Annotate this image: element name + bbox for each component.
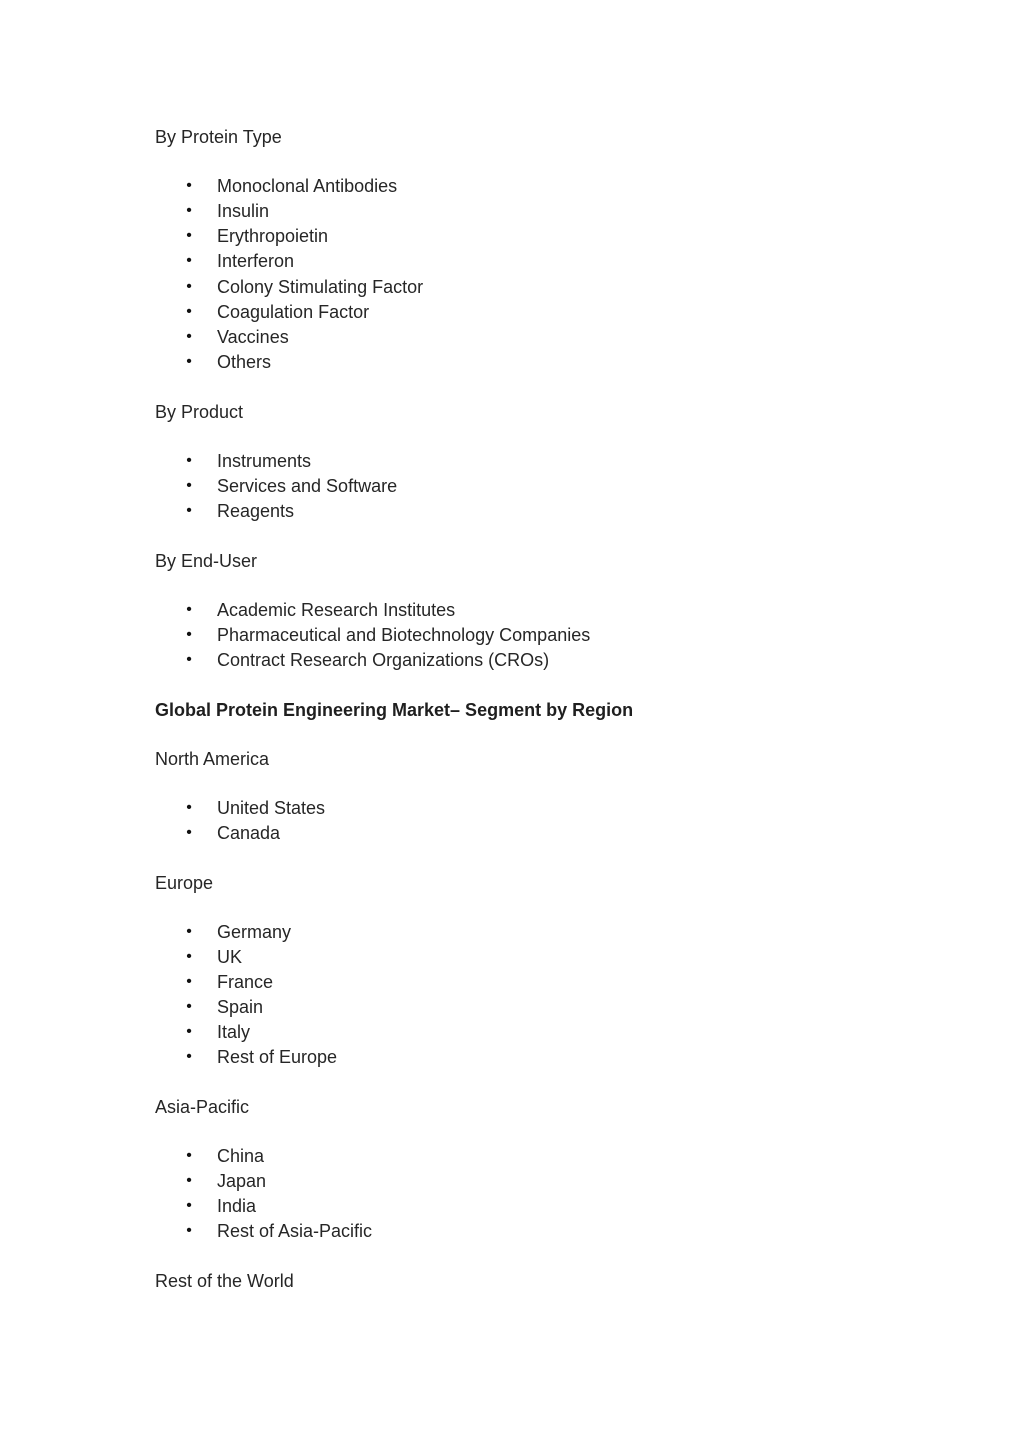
list-item-label: Erythropoietin [217, 226, 329, 246]
list-item-label: UK [217, 947, 243, 967]
bullet-icon: • [186, 502, 192, 519]
list-item-label: Coagulation Factor [217, 302, 370, 322]
bullet-icon: • [186, 252, 192, 269]
list-item-label: France [217, 972, 274, 992]
list-item-label: Spain [217, 997, 264, 1017]
section-heading-end-user: By End-User [155, 551, 258, 571]
bullet-icon: • [186, 303, 192, 320]
list-item-label: Contract Research Organizations (CROs) [217, 650, 550, 670]
bullet-icon: • [186, 923, 192, 940]
list-item-label: Italy [217, 1022, 251, 1042]
region-heading-north-america: North America [155, 749, 270, 769]
region-heading-asia-pacific: Asia-Pacific [155, 1097, 250, 1117]
list-item-label: Reagents [217, 501, 295, 521]
region-heading-europe: Europe [155, 873, 214, 893]
bullet-icon: • [186, 227, 192, 244]
bullet-icon: • [186, 353, 192, 370]
list-item-label: Rest of Europe [217, 1047, 338, 1067]
region-section-title: Global Protein Engineering Market– Segment by Region [155, 700, 634, 720]
list-item-label: Japan [217, 1171, 267, 1191]
bullet-icon: • [186, 651, 192, 668]
bullet-icon: • [186, 973, 192, 990]
bullet-icon: • [186, 477, 192, 494]
bullet-icon: • [186, 1222, 192, 1239]
bullet-icon: • [186, 177, 192, 194]
bullet-icon: • [186, 626, 192, 643]
bullet-icon: • [186, 824, 192, 841]
list-item-label: Canada [217, 823, 281, 843]
bullet-icon: • [186, 1048, 192, 1065]
list-item-label: Pharmaceutical and Biotechnology Companies [217, 625, 591, 645]
bullet-icon: • [186, 202, 192, 219]
list-item-label: Monoclonal Antibodies [217, 176, 398, 196]
list-item-label: Colony Stimulating Factor [217, 277, 424, 297]
bullet-icon: • [186, 1023, 192, 1040]
bullet-icon: • [186, 948, 192, 965]
bullet-icon: • [186, 328, 192, 345]
bullet-icon: • [186, 1147, 192, 1164]
section-heading-protein-type: By Protein Type [155, 127, 282, 147]
list-item-label: Rest of Asia-Pacific [217, 1221, 373, 1241]
bullet-icon: • [186, 799, 192, 816]
bullet-icon: • [186, 1172, 192, 1189]
bullet-icon: • [186, 278, 192, 295]
list-item-label: Vaccines [217, 327, 289, 347]
list-item-label: Others [217, 352, 272, 372]
list-item-label: Germany [217, 922, 292, 942]
list-item-label: China [217, 1146, 265, 1166]
bullet-icon: • [186, 998, 192, 1015]
list-item-label: Academic Research Institutes [217, 600, 456, 620]
bullet-icon: • [186, 601, 192, 618]
bullet-icon: • [186, 452, 192, 469]
list-item-label: Insulin [217, 201, 270, 221]
list-item-label: Instruments [217, 451, 312, 471]
bullet-icon: • [186, 1197, 192, 1214]
list-item-label: United States [217, 798, 326, 818]
list-item-label: Interferon [217, 251, 295, 271]
list-item-label: Services and Software [217, 476, 398, 496]
list-item-label: India [217, 1196, 257, 1216]
region-heading-rest-of-world: Rest of the World [155, 1271, 294, 1291]
section-heading-product: By Product [155, 402, 244, 422]
